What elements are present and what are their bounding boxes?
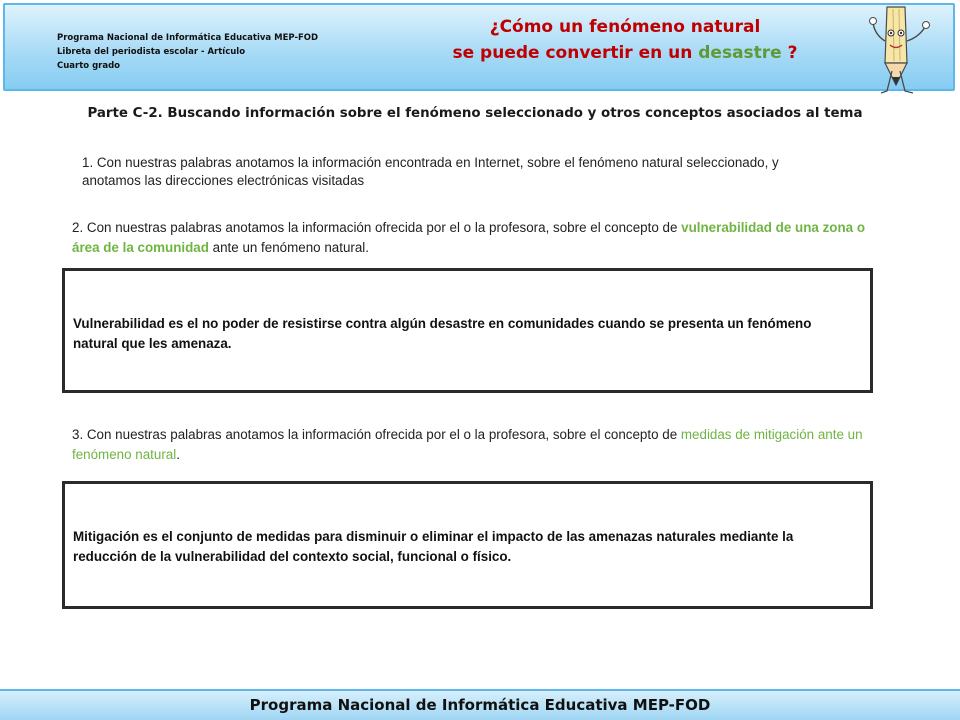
grade-level: Cuarto grado: [57, 61, 121, 71]
question-2: [72, 218, 865, 258]
question-3-suffix: .: [176, 447, 180, 462]
footer-banner: [0, 689, 960, 720]
title-line-2: [405, 40, 845, 66]
title-line-1: ¿Cómo un fenómeno natural: [489, 17, 761, 37]
title-line-2-suffix: ?: [781, 43, 798, 63]
answer-vulnerability-text: Vulnerabilidad es el no poder de resistirse contra algún desastre en comunidades cuando se presenta un fenómeno natural que les amenaza.: [73, 316, 812, 351]
answer-mitigation-text: Mitigación es el conjunto de medidas para disminuir o eliminar el impacto de las amenazas naturales mediante la reducción de la vulnerabilidad del contexto social, funcional o físico.: [73, 529, 794, 564]
header-banner: [3, 3, 955, 91]
title-highlight-desastre: desastre: [698, 43, 782, 63]
question-3: [72, 425, 872, 465]
program-info: [57, 31, 318, 73]
title-line-2-prefix: se puede convertir en un: [452, 43, 699, 63]
footer-text: Programa Nacional de Informática Educativa MEP-FOD: [249, 696, 711, 714]
page-title: [405, 14, 845, 66]
program-name: Programa Nacional de Informática Educativa MEP-FOD: [57, 33, 319, 43]
question-2-suffix: ante un fenómeno natural.: [208, 240, 369, 255]
question-2-prefix: 2. Con nuestras palabras anotamos la información ofrecida por el o la profesora, sobre el concepto de: [72, 220, 682, 235]
pencil-mascot-icon: [865, 5, 935, 97]
answer-box-mitigation: [62, 481, 873, 609]
section-title: Parte C-2. Buscando información sobre el fenómeno seleccionado y otros conceptos asociados al tema: [87, 106, 863, 121]
question-1: 1. Con nuestras palabras anotamos la información encontrada en Internet, sobre el fenómeno natural seleccionado, y anotamos las direcciones electrónicas visitadas: [82, 155, 779, 188]
question-3-highlight: medidas de mitigación ante un fenómeno natural: [72, 427, 863, 462]
notebook-name: Libreta del periodista escolar - Artículo: [57, 47, 246, 57]
answer-box-vulnerability: [62, 268, 873, 393]
question-2-highlight: vulnerabilidad de una zona o área de la comunidad: [72, 220, 865, 255]
question-3-prefix: 3. Con nuestras palabras anotamos la información ofrecida por el o la profesora, sobre el concepto de: [72, 427, 681, 442]
